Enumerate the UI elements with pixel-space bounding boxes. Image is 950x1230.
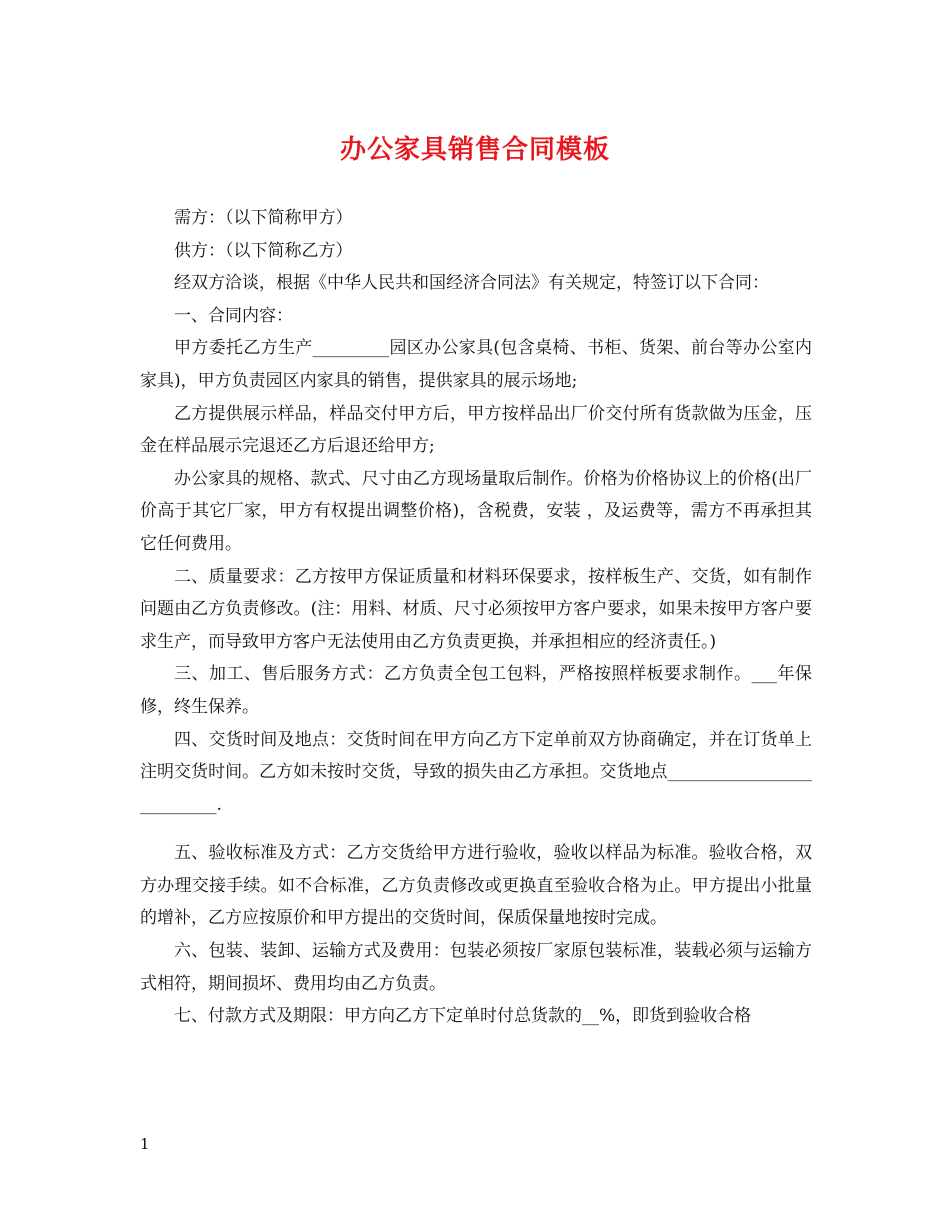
paragraph-supplier: 供方：（以下简称乙方） (174, 240, 353, 261)
section-acceptance-standard: 五、验收标准及方式：乙方交货给甲方进行验收，验收以样品为标准。验收合格，双方办理交接手续。如不合标准，乙方负责修改或更换直至验收合格为止。甲方提出小批量的增补，乙方应按原价和甲方提出的交货时间，保质保量地按时完成。 (140, 843, 812, 929)
paragraph-preamble: 经双方洽谈，根据《中华人民共和国经济合同法》有关规定，特签订以下合同： (174, 273, 769, 294)
paragraph-buyer: 需方：（以下简称甲方） (174, 208, 353, 228)
document-body (140, 202, 812, 1033)
section-delivery-time-place: 四、交货时间及地点：交货时间在甲方向乙方下定单前双方协商确定，并在订货单上注明交货时间。乙方如未按时交货，导致的损失由乙方承担。交货地点__________________________. (140, 729, 812, 815)
section-after-sales-service: 三、加工、售后服务方式：乙方负责全包工包料，严格按照样板要求制作。___年保修，终生保养。 (140, 664, 812, 717)
section-packaging-transport: 六、包装、装卸、运输方式及费用：包装必须按厂家原包装标准，装载必须与运输方式相符，期间损坏、费用均由乙方负责。 (140, 941, 812, 994)
section-heading-contract-content: 一、合同内容： (174, 305, 293, 326)
paragraph-commission: 甲方委托乙方生产_________园区办公家具(包含桌椅、书柜、货架、前台等办公室内家具)，甲方负责园区内家具的销售，提供家具的展示场地; (140, 338, 812, 391)
page-number: 1 (140, 1135, 150, 1153)
paragraph-samples: 乙方提供展示样品，样品交付甲方后，甲方按样品出厂价交付所有货款做为压金，压金在样品展示完退还乙方后退还给甲方; (140, 403, 812, 457)
section-payment-terms: 七、付款方式及期限：甲方向乙方下定单时付总货款的__%，即货到验收合格 (174, 1006, 752, 1027)
document-title: 办公家具销售合同模板 (339, 135, 610, 165)
paragraph-specifications: 办公家具的规格、款式、尺寸由乙方现场量取后制作。价格为价格协议上的价格(出厂价高于其它厂家，甲方有权提出调整价格)，含税费，安装 ，及运费等，需方不再承担其它任何费用。 (140, 468, 812, 554)
section-quality-requirements: 二、质量要求：乙方按甲方保证质量和材料环保要求，按样板生产、交货，如有制作问题由乙方负责修改。(注：用料、材质、尺寸必须按甲方客户要求，如果未按甲方客户要求生产，而导致甲方客户无法使用由乙方负责更换，并承担相应的经济责任。) (140, 566, 812, 652)
